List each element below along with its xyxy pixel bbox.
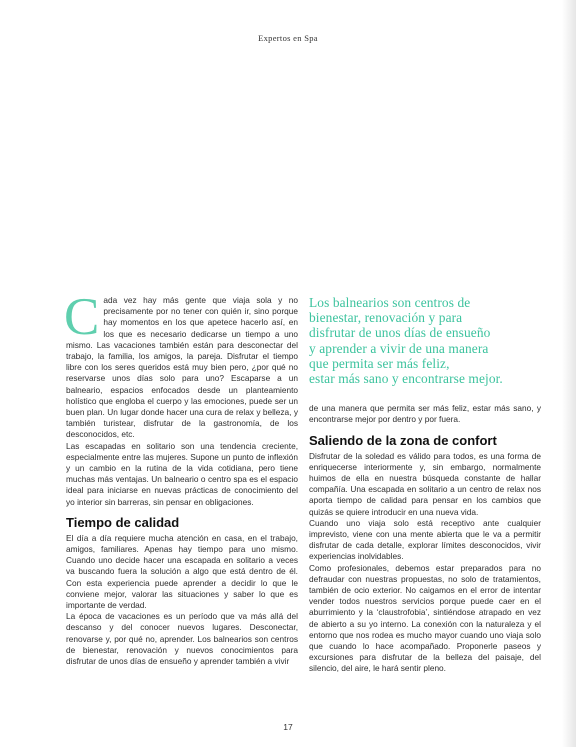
pull-quote-line: y aprender a vivir de una manera xyxy=(309,340,489,356)
body-paragraph: Disfrutar de la soledad es válido para todos, es una forma de enriquecerse interiormente y, sin embargo, normalmente huimos de ella en nuestra búsqueda constante de hallar compañía. Una escapada en solitario a un centro de relax nos aporta tiempo de calidad para pensar en los cambios que quizás se quiere introducir en una nueva vida. xyxy=(309,450,541,517)
section-heading: Tiempo de calidad xyxy=(66,514,180,530)
pull-quote-line: que permita ser más feliz, xyxy=(309,355,450,371)
page-number: 17 xyxy=(283,722,293,732)
page-edge-shadow xyxy=(562,0,576,747)
body-paragraph: El día a día requiere mucha atención en casa, en el trabajo, amigos, familiares. Apenas hay tiempo para uno mismo. Cuando uno decide hacer una escapada en solitario a veces va buscando fuera la solución a algo que está dentro de él. Con esta experiencia puede aprender a decidir lo que le conviene mejor, valorar las situaciones y saber lo que es importante de verdad. xyxy=(66,532,298,611)
left-column xyxy=(64,288,298,667)
running-header: Expertos en Spa xyxy=(258,33,318,43)
intro-paragraph-text: ada vez hay más gente que viaja sola y no precisamente por no tener con quién ir, sino porque hay momentos en los que apetece hacerlo así, en los que es necesario dedicarse un tiempo a uno mismo. Las vacaciones también están para desconectar del trabajo, la familia, los amigos, la pareja. Disfrutar el tiempo libre con los seres queridos está muy bien pero, ¿por qué no reservarse unos días solo para uno? Escaparse a un balneario, espacios enfocados desde un planteamiento holístico que engloba el cuerpo y las emociones, puede ser un buen plan. Un lugar donde hacer una cura de relax y belleza, y también turistear, disfrutar de la gastronomía, de los desconocidos, etc. xyxy=(66,295,298,440)
pull-quote xyxy=(309,295,541,386)
pull-quote-line: disfrutar de unos días de ensueño xyxy=(309,325,491,341)
section-heading: Saliendo de la zona de confort xyxy=(309,432,497,448)
body-paragraph: Como profesionales, debemos estar preparados para no defraudar con nuestras propuestas, no solo de tratamientos, también de ocio exterior. No caigamos en el error de intentar vender todos nuestros servicios porque puede caer en el aburrimiento y la ‘claustrofobia’, sintiéndose atrapado en vez de abierto a su yo interno. La conexión con la naturaleza y el entorno que nos rodea es mucho mayor cuando uno viaja solo que cuando lo hace acompañado. Proponerle paseos y excursiones para disfrutar de la belleza del paisaje, del silencio, del aire, le hará sentir pleno. xyxy=(309,562,541,674)
body-paragraph: Cuando uno viaja solo está receptivo ante cualquier imprevisto, viene con una mente abierta que le va a permitir disfrutar de cada detalle, explorar límites desconocidos, vivir experiencias inolvidables. xyxy=(309,517,541,562)
right-column xyxy=(309,295,541,675)
pull-quote-line: estar más sano y encontrarse mejor. xyxy=(309,371,503,387)
body-paragraph: de una manera que permita ser más feliz, estar más sano, y encontrarse mejor por dentro y por fuera. xyxy=(309,403,541,425)
body-paragraph: La época de vacaciones es un período que va más allá del descanso y del conocer nuevos lugares. Desconectar, renovarse y, por qué no, aprender. Los balnearios son centros de bienestar, renovación y nuevos conocimientos para disfrutar de unos días de ensueño y aprender también a vivir xyxy=(66,611,298,667)
intro-paragraph xyxy=(64,288,298,441)
pull-quote-line: Los balnearios son centros de xyxy=(309,295,471,310)
body-paragraph: Las escapadas en solitario son una tendencia creciente, especialmente entre las mujeres. Supone un punto de inflexión y un cambio en la rutina de la vida cotidiana, pero tiene muchas más ventajas. Un balneario o centro spa es el espacio ideal para iniciarse en nuevas prácticas de conocimiento del yo interior sin barreras, sin pensar en obligaciones. xyxy=(66,440,298,507)
drop-cap: C xyxy=(64,288,100,346)
pull-quote-line: bienestar, renovación y para xyxy=(309,310,463,326)
